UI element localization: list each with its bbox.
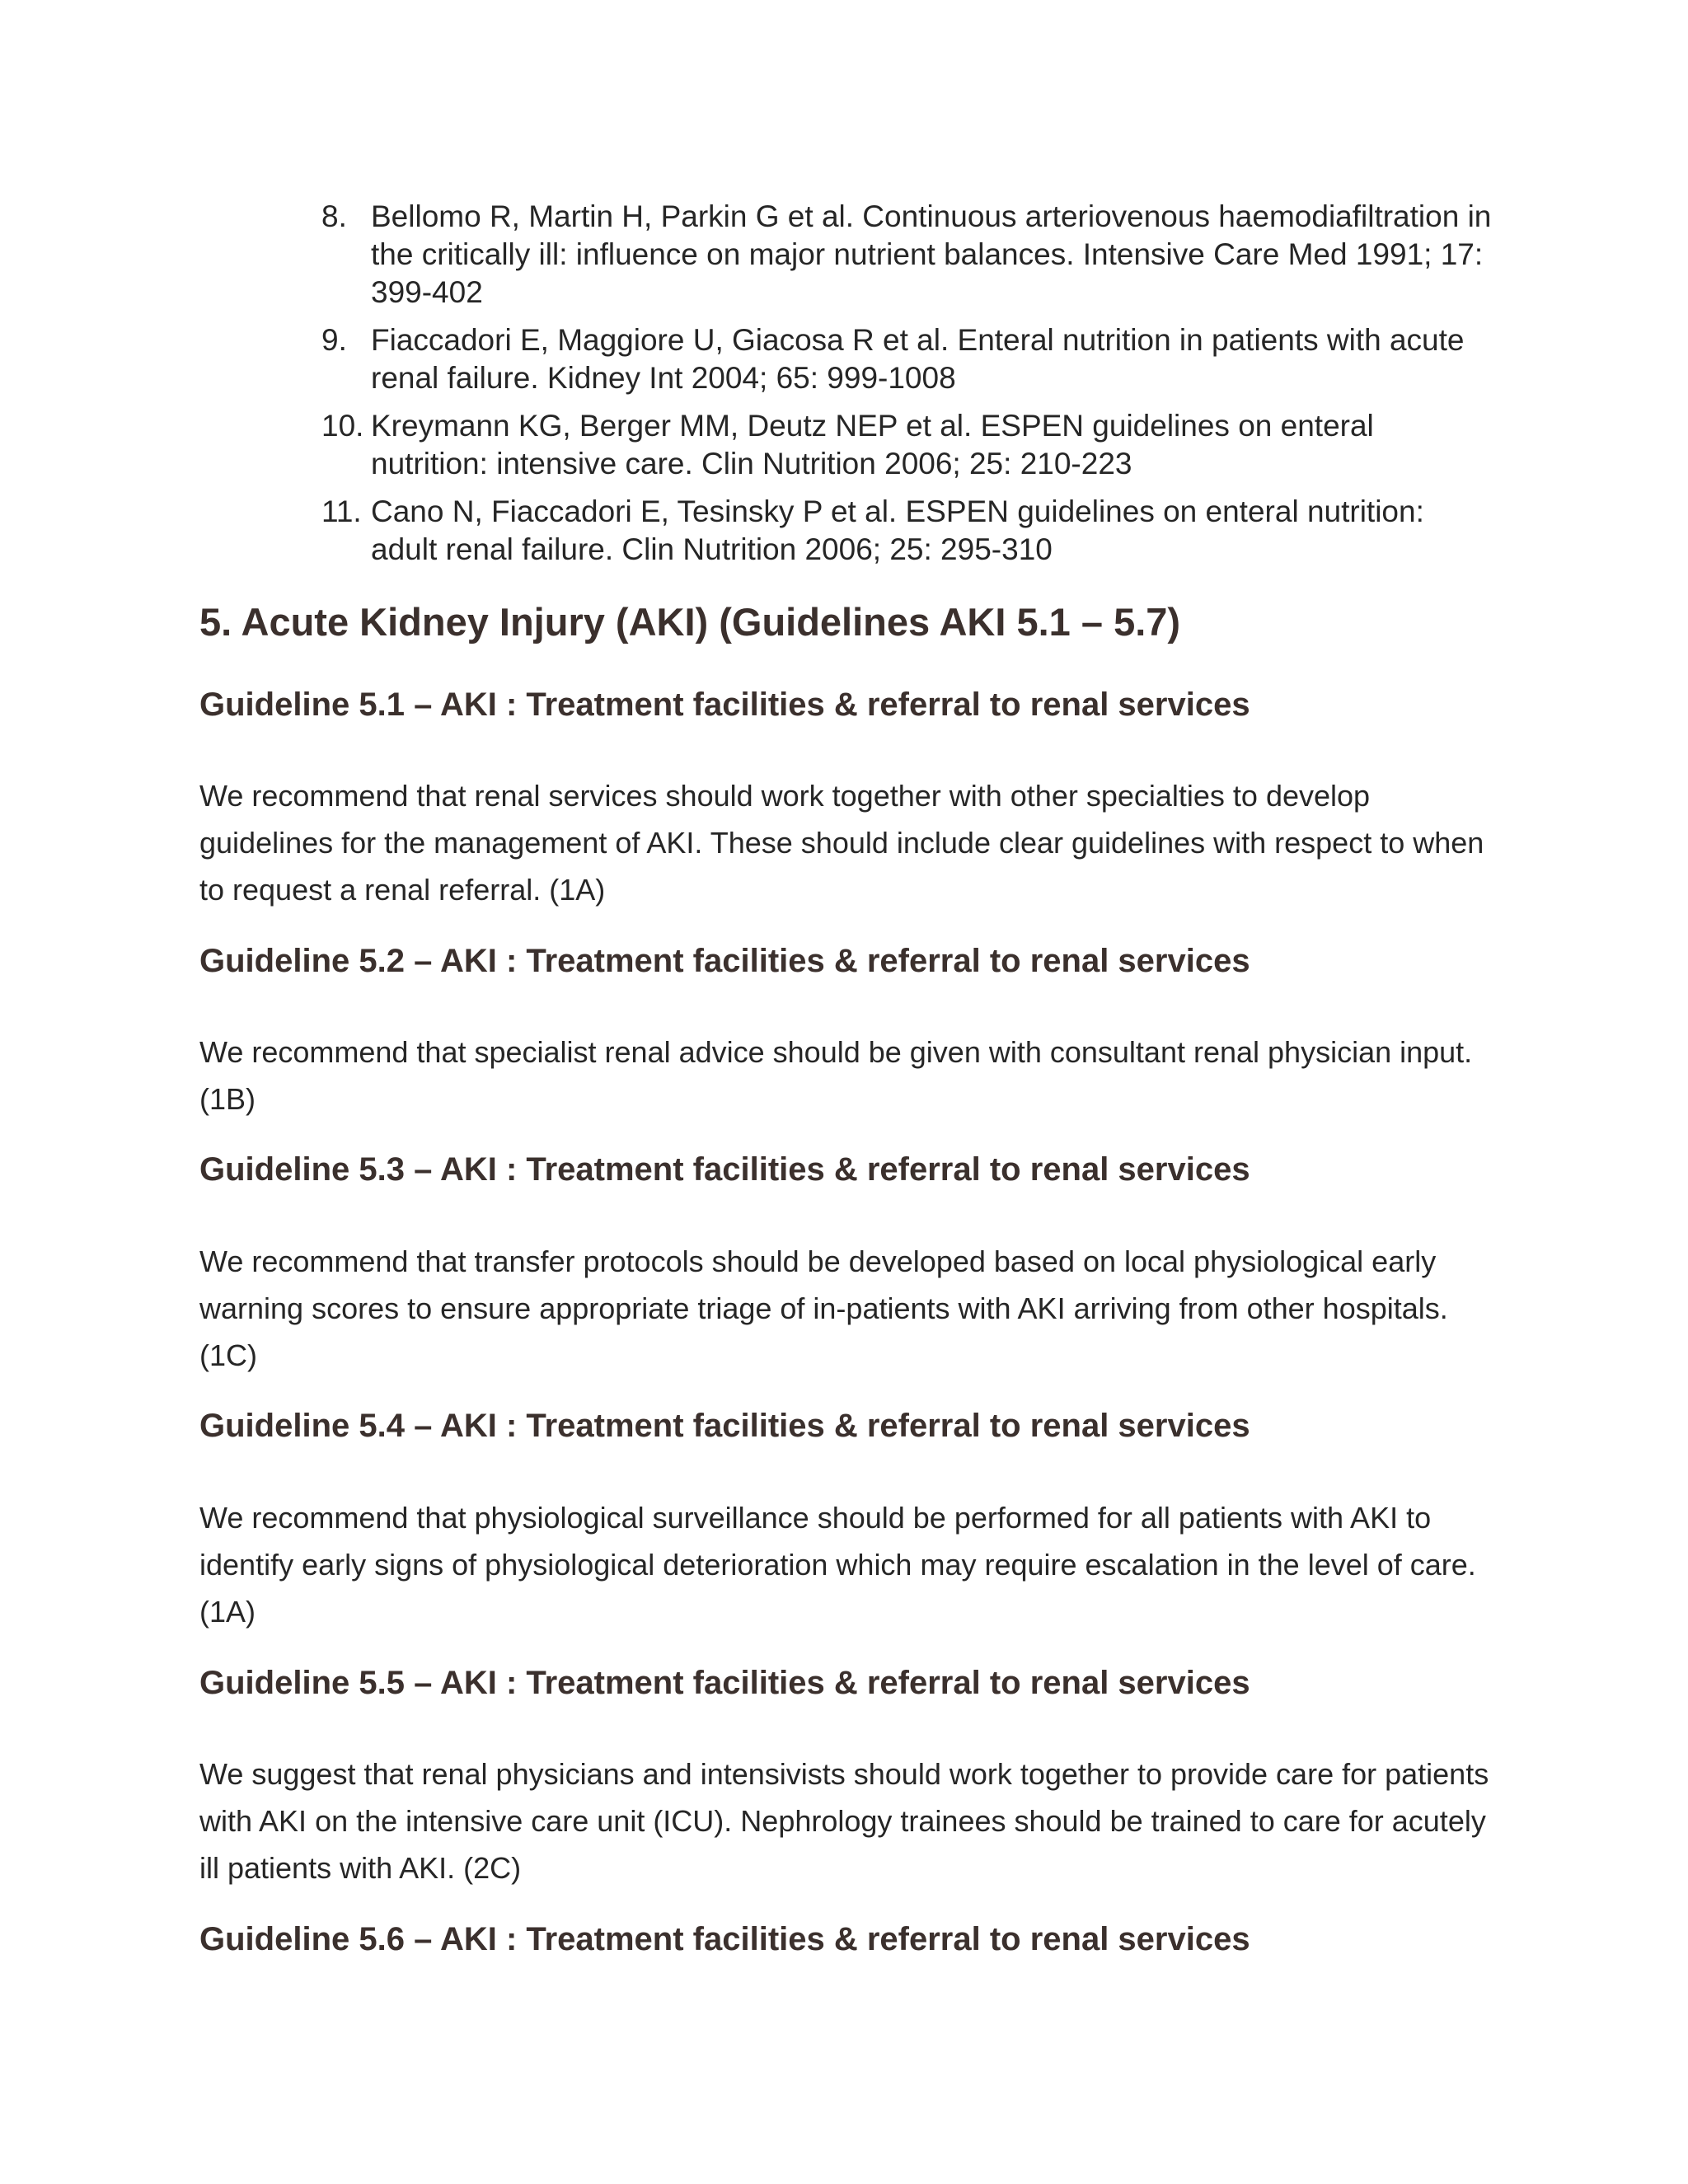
guideline-text-5-5: We suggest that renal physicians and intensivists should work together to provide care for patients with AKI on the intensive care unit (ICU). Nephrology trainees should be trained to care for acutely ill patients with AKI. (2C) bbox=[199, 1757, 1489, 1885]
section-heading: 5. Acute Kidney Injury (AKI) (Guidelines AKI 5.1 – 5.7) bbox=[199, 600, 1181, 644]
reference-number: 9. bbox=[321, 323, 347, 357]
reference-text: Fiaccadori E, Maggiore U, Giacosa R et al. Enteral nutrition in patients with acute renal failure. Kidney Int 2004; 65: 999-1008 bbox=[371, 323, 1465, 395]
guideline-text-5-1: We recommend that renal services should work together with other specialties to develop guidelines for the management of AKI. These should include clear guidelines with respect to when to request a renal referral. (1A) bbox=[199, 779, 1484, 907]
guideline-heading-5-5: Guideline 5.5 – AKI : Treatment facilities & referral to renal services bbox=[199, 1665, 1250, 1701]
guideline-text-5-3: We recommend that transfer protocols should be developed based on local physiological early warning scores to ensure appropriate triage of in-patients with AKI arriving from other hospitals. (1C) bbox=[199, 1244, 1448, 1372]
reference-list bbox=[321, 198, 1492, 579]
reference-text: Cano N, Fiaccadori E, Tesinsky P et al. ESPEN guidelines on enteral nutrition: adult renal failure. Clin Nutrition 2006; 25: 295-310 bbox=[371, 494, 1424, 566]
reference-item bbox=[321, 321, 1492, 397]
guideline-heading-5-1: Guideline 5.1 – AKI : Treatment facilities & referral to renal services bbox=[199, 687, 1250, 723]
guideline-heading-5-6: Guideline 5.6 – AKI : Treatment facilities & referral to renal services bbox=[199, 1921, 1250, 1957]
reference-number: 11. bbox=[321, 494, 362, 528]
guideline-heading-5-2: Guideline 5.2 – AKI : Treatment facilities & referral to renal services bbox=[199, 943, 1250, 979]
reference-text: Bellomo R, Martin H, Parkin G et al. Continuous arteriovenous haemodiafiltration in the critically ill: influence on major nutrient balances. Intensive Care Med 1991; 17: 399-402 bbox=[371, 199, 1492, 309]
reference-item bbox=[321, 493, 1492, 569]
guideline-heading-5-4: Guideline 5.4 – AKI : Treatment facilities & referral to renal services bbox=[199, 1408, 1250, 1444]
reference-number: 8. bbox=[321, 199, 347, 233]
reference-number: 10. bbox=[321, 409, 364, 443]
reference-item bbox=[321, 407, 1492, 483]
guideline-text-5-2: We recommend that specialist renal advice should be given with consultant renal physician input. (1B) bbox=[199, 1035, 1473, 1116]
reference-item bbox=[321, 198, 1492, 312]
reference-text: Kreymann KG, Berger MM, Deutz NEP et al. ESPEN guidelines on enteral nutrition: intensive care. Clin Nutrition 2006; 25: 210-223 bbox=[371, 409, 1374, 480]
guideline-text-5-4: We recommend that physiological surveillance should be performed for all patients with AKI to identify early signs of physiological deterioration which may require escalation in the level of care. (1A) bbox=[199, 1501, 1476, 1629]
guideline-heading-5-3: Guideline 5.3 – AKI : Treatment facilities & referral to renal services bbox=[199, 1151, 1250, 1188]
